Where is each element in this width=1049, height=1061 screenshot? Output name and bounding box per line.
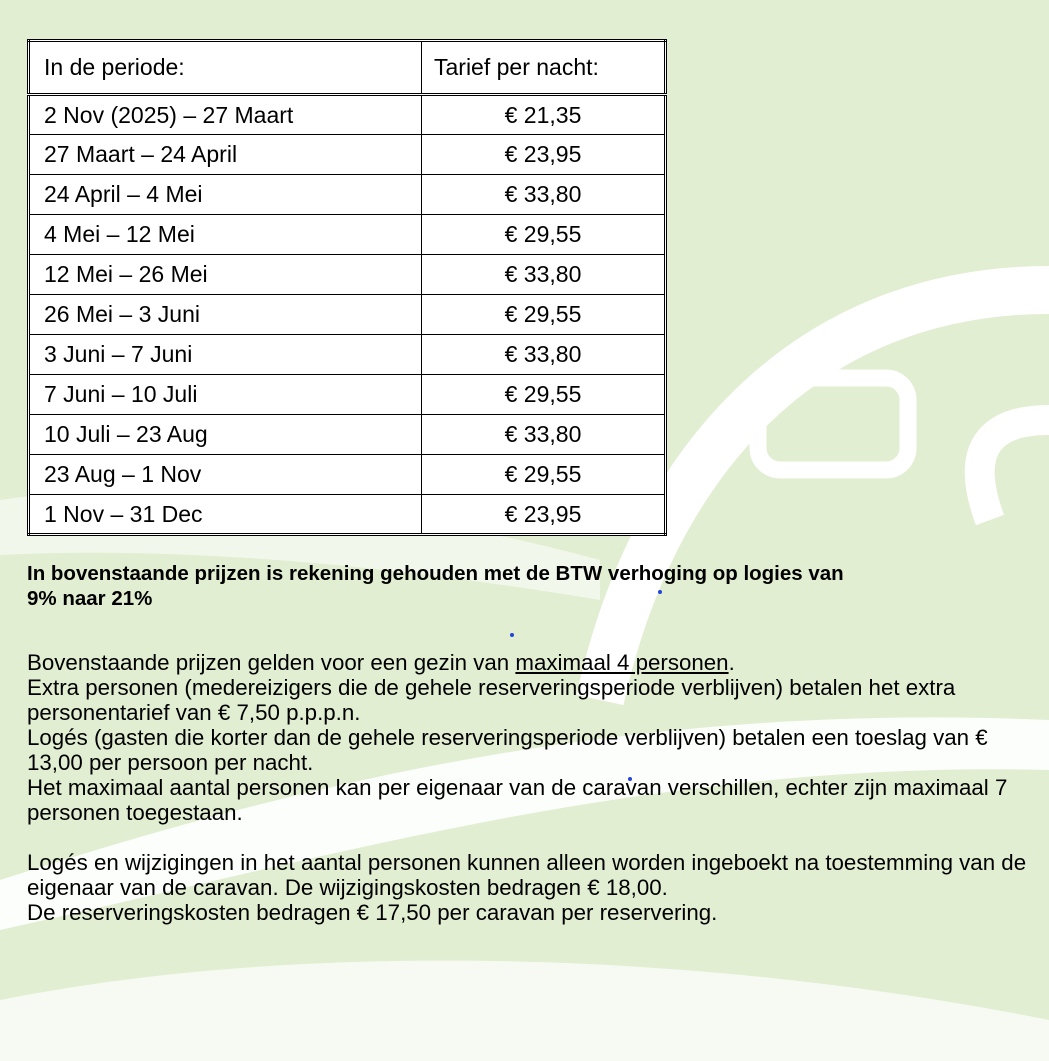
table-row (29, 215, 666, 255)
table-row (29, 495, 666, 535)
rate-cell: € 33,80 (422, 335, 666, 375)
conditions-text (27, 650, 1049, 925)
vat-note-line-1: In bovenstaande prijzen is rekening gehouden met de BTW verhoging op logies van (27, 562, 844, 585)
caravan-icon (600, 290, 1049, 700)
rate-cell: € 21,35 (422, 95, 666, 135)
period-cell: 24 April – 4 Mei (29, 175, 422, 215)
rate-cell: € 33,80 (422, 175, 666, 215)
family-size-period: . (728, 650, 735, 675)
period-cell: 4 Mei – 12 Mei (29, 215, 422, 255)
table-row (29, 415, 666, 455)
rate-cell: € 23,95 (422, 495, 666, 535)
table-row (29, 135, 666, 175)
paragraph-gap (27, 825, 1049, 850)
family-size-text: Bovenstaande prijzen gelden voor een gezin van (27, 650, 516, 675)
period-cell: 7 Juni – 10 Juli (29, 375, 422, 415)
table-header-row (29, 41, 666, 95)
rate-cell: € 33,80 (422, 415, 666, 455)
reservation-costs-paragraph: De reserveringskosten bedragen € 17,50 per caravan per reservering. (27, 900, 718, 925)
cursor-dot (658, 590, 662, 594)
period-cell: 27 Maart – 24 April (29, 135, 422, 175)
table-row (29, 375, 666, 415)
extra-persons-paragraph: Extra personen (medereizigers die de gehele reserveringsperiode verblijven) betalen het extra personentarief van € 7,50 p.p.p.n. (27, 675, 956, 725)
changes-paragraph: Logés en wijzigingen in het aantal personen kunnen alleen worden ingeboekt na toestemming van de eigenaar van de caravan. De wijzigingskosten bedragen € 18,00. (27, 850, 1027, 900)
header-rate: Tarief per nacht: (422, 41, 666, 95)
period-cell: 1 Nov – 31 Dec (29, 495, 422, 535)
vat-note-line-2: 9% naar 21% (27, 587, 153, 610)
family-size-paragraph (27, 650, 1049, 675)
rate-cell: € 29,55 (422, 215, 666, 255)
table-row (29, 455, 666, 495)
table-row (29, 175, 666, 215)
rate-cell: € 29,55 (422, 455, 666, 495)
rate-cell: € 29,55 (422, 375, 666, 415)
max-persons-paragraph: Het maximaal aantal personen kan per eigenaar van de caravan verschillen, echter zijn maximaal 7 personen toegestaan. (27, 775, 1008, 825)
table-row (29, 95, 666, 135)
rate-table (27, 39, 667, 536)
period-cell: 3 Juni – 7 Juni (29, 335, 422, 375)
header-period: In de periode: (29, 41, 422, 95)
period-cell: 10 Juli – 23 Aug (29, 415, 422, 455)
table-row (29, 335, 666, 375)
period-cell: 12 Mei – 26 Mei (29, 255, 422, 295)
period-cell: 26 Mei – 3 Juni (29, 295, 422, 335)
period-cell: 2 Nov (2025) – 27 Maart (29, 95, 422, 135)
cursor-dot (510, 633, 514, 637)
table-row (29, 255, 666, 295)
guests-paragraph: Logés (gasten die korter dan de gehele reserveringsperiode verblijven) betalen een toeslag van € 13,00 per persoon per nacht. (27, 725, 988, 775)
rate-cell: € 23,95 (422, 135, 666, 175)
vat-note (27, 561, 1042, 611)
max-persons-underlined: maximaal 4 personen (515, 650, 729, 675)
period-cell: 23 Aug – 1 Nov (29, 455, 422, 495)
rate-cell: € 29,55 (422, 295, 666, 335)
table-row (29, 295, 666, 335)
rate-cell: € 33,80 (422, 255, 666, 295)
